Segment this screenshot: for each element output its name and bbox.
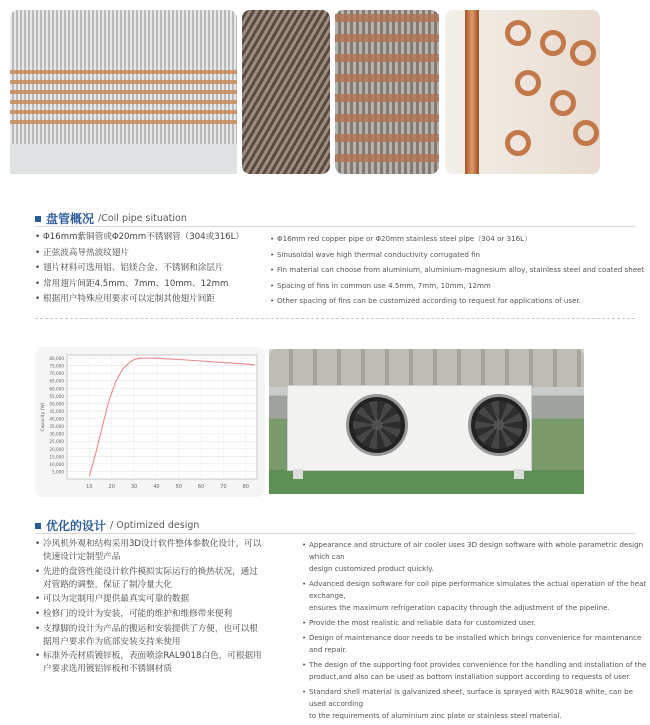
section-marker-icon [35,523,41,529]
optimized-title-cn: 优化的设计 [46,519,107,533]
y-tick-label: 10,000 [49,461,64,467]
list-item: • Fin material can choose from aluminium, aluminium-magnesium alloy, stainless steel and coated sheet [270,262,644,278]
y-tick-label: 40,000 [49,416,64,422]
x-tick-label: 60 [197,484,205,490]
list-item-line: • Provide the most realistic and reliable data for customized user. [309,618,536,628]
x-tick-label: 20 [108,484,115,490]
y-tick-label: 55,000 [49,393,64,399]
optimized-title-en: / Optimized design [110,520,200,531]
list-item [302,578,650,614]
list-item-line: • 冷风机外观和结构采用3D设计软件整体参数化设计，可以 [43,539,262,549]
list-item: • Sinusoidal wave high thermal conductivity corrugated fin [270,247,644,263]
list-item-line: to the requirements of aluminium zinc plate or stainless steel material. [309,711,562,721]
list-item-line: • Design of maintenance door needs to be installed which brings convenience for maintenance and repair. [309,633,642,655]
list-item-line: • Appearance and structure of air cooler uses 3D design software with whole parametric design which can [309,540,644,561]
list-item [35,608,262,621]
list-item-line: 对管路的调整，保证了制冷量大化 [43,579,172,590]
x-tick-label: 50 [175,484,182,490]
list-item [302,539,650,575]
y-tick-label: 65,000 [49,378,64,384]
list-item-line: • 标准外壳材质镀锌板，表面喷涂RAL9018白色，可根据用 [43,651,262,662]
list-item-line: • Standard shell material is galvanized sheet, surface is sprayed with RAL9018 white, can be used according [309,687,633,709]
coil-section-header [35,210,187,227]
list-item-line: • 先进的盘管性能设计软件模拟实际运行的换热状况，通过 [43,566,258,577]
y-tick-label: 80,000 [49,356,64,362]
y-tick-label: 30,000 [49,431,64,437]
list-item: • Φ16mm red copper pipe or Φ20mm stainless steel pipe（304 or 316L） [270,231,644,247]
list-item [302,617,650,629]
x-tick-label: 40 [153,484,160,490]
coil-photo [10,10,237,174]
optimized-section-header [35,517,199,534]
optimized-list-en [302,539,650,725]
air-cooler-photo [269,349,584,494]
list-item-line: design customized product quickly. [309,563,434,573]
list-item: • 常用翅片间距4.5mm、7mm、10mm、12mm [35,277,244,293]
x-tick-label: 30 [130,484,138,490]
y-tick-label: 60,000 [49,386,64,392]
list-item [35,593,262,606]
x-tick-label: 10 [86,484,93,490]
list-item-line: 户要求选用镀铝锌板和不锈钢材质 [43,664,172,675]
y-tick-label: 5,000 [52,469,64,475]
capacity-chart [35,347,265,497]
list-item [302,632,650,656]
list-item-line: • 检修门的设计为安装，可能的维护和维修带来便利 [43,608,233,619]
coil-title-cn: 盘管概况 [46,212,95,226]
x-tick-label: 70 [220,484,227,490]
list-item: • Φ16mm紫铜管或Φ20mm不锈钢管（304或316L） [35,230,244,246]
fan-icon [468,394,530,456]
list-item-line: 据用户要求作为底部安装支持来使用 [43,636,181,647]
y-tick-label: 25,000 [49,439,64,445]
list-item [302,686,650,722]
list-item [35,538,262,564]
section-marker-icon [35,216,41,222]
fan-icon [346,394,408,456]
list-item-line: ensures the maximum refrigeration capacity through the adjustment of the pipeline. [309,602,610,612]
optimized-list-cn [35,538,262,678]
list-item-line: 快速设计定制型产品 [43,552,121,563]
chart-svg [35,347,265,497]
list-item-line: product,and also can be used as bottom installation support according to requests of user. [309,672,631,682]
y-tick-label: 20,000 [49,446,64,452]
y-tick-label: 75,000 [49,363,64,369]
tube-fin-photo [335,10,439,174]
optimized-divider [35,533,635,534]
coil-title-en: /Coil pipe situation [98,213,187,224]
x-tick-label: 80 [242,484,250,490]
coil-list-en [270,231,644,309]
list-item: • Spacing of fins in common use 4.5mm, 7mm, 10mm, 12mm [270,278,644,294]
list-item: • Other spacing of fins can be customized according to request for applications of user. [270,293,644,309]
list-item [35,623,262,649]
list-item: • 根据用户特殊应用要求可以定制其他翅片间距 [35,292,244,308]
list-item-line: • Advanced design software for coil pipe performance simulates the actual operation of the heat exchange, [309,579,647,600]
list-item: • 翅片材料可选用铝、铝镁合金、不锈钢和涂层片 [35,261,244,277]
list-item-line: • 可以为定制用户提供最真实可靠的数据 [43,594,190,605]
y-tick-label: 35,000 [49,424,64,430]
coil-dashed-divider [35,318,635,319]
list-item: • 正弦波高导热波纹翅片 [35,246,244,262]
list-item-line: • The design of the supporting foot provides convenience for the handling and installation of the [309,660,647,670]
plot-area [67,355,257,479]
y-axis-label: Capacity (W) [41,402,46,432]
y-tick-label: 50,000 [49,401,64,407]
fin-closeup-photo [242,10,330,174]
list-item-line: • 支撑脚的设计为产品的搬运和安装提供了方便，也可以根 [43,623,258,634]
y-tick-label: 70,000 [49,371,64,377]
y-tick-label: 45,000 [49,408,64,414]
list-item [35,566,262,592]
coil-divider [35,226,635,227]
copper-bend-photo [445,10,600,174]
coil-list-cn [35,230,244,308]
list-item [302,659,650,683]
y-tick-label: 15,000 [49,454,64,460]
list-item [35,650,262,676]
